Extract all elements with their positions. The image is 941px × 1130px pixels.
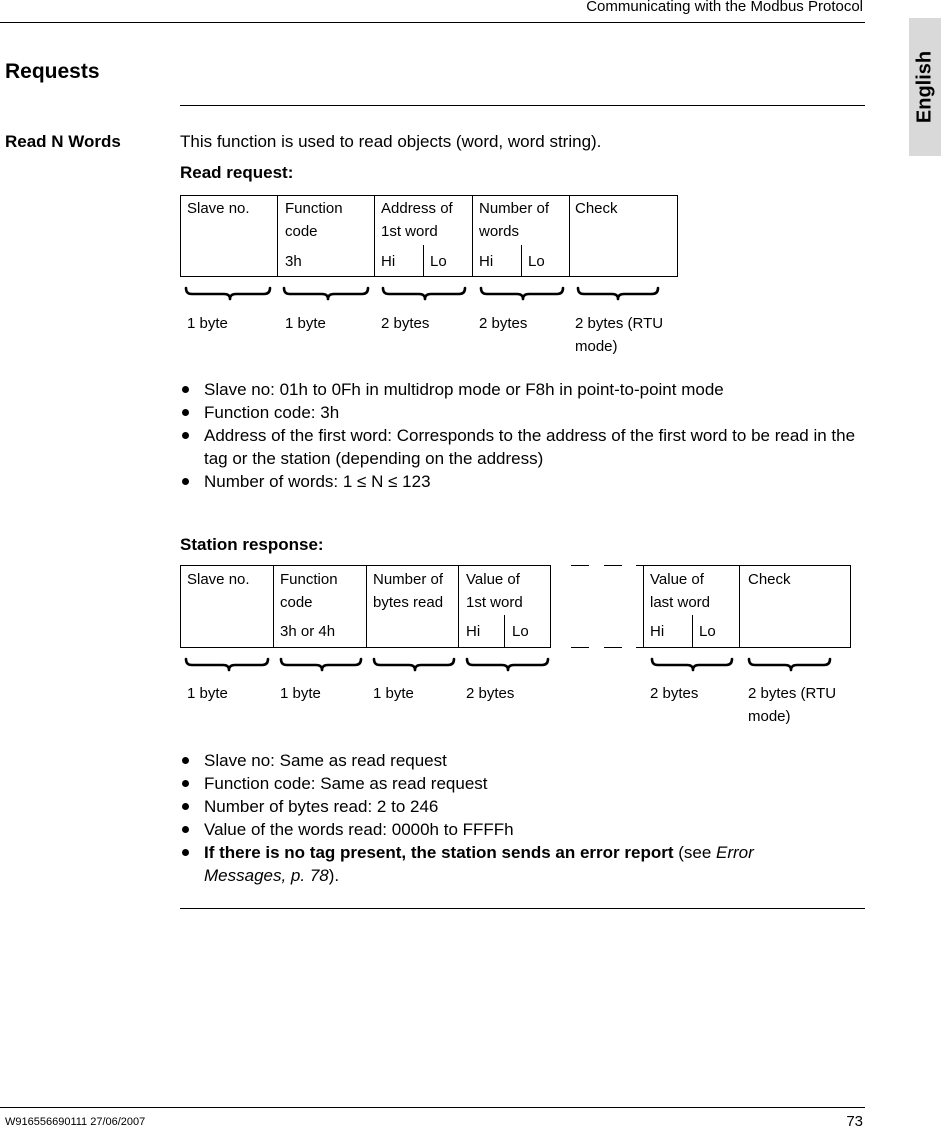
function-heading: Read N Words: [5, 132, 121, 151]
request-notes-list: [180, 378, 865, 493]
req-cell-function-line1: Function: [285, 200, 343, 217]
brace-2: [284, 288, 368, 299]
resp-byte-label-6-line2: mode): [748, 708, 791, 725]
list-item: [180, 795, 820, 818]
req-cell-slave: Slave no.: [187, 200, 250, 217]
request-divider: [374, 195, 375, 277]
response-gap-dash: [571, 565, 589, 566]
response-divider: [273, 565, 274, 648]
resp-byte-label-5: 2 bytes: [650, 685, 699, 702]
list-item-text: Address of the first word: Corresponds to the address of the first word to be read in the tag or the station (depending on the address): [204, 426, 856, 468]
list-item-text: Slave no: Same as read request: [204, 751, 447, 770]
resp-cell-first-value-line2: 1st word: [466, 594, 523, 611]
resp-cell-last-hi: Hi: [650, 623, 665, 640]
resp-cell-first-value-line1: Value of: [466, 571, 520, 588]
list-item: [180, 378, 865, 401]
resp-cell-last-value-line1: Value of: [650, 571, 704, 588]
list-item: [180, 818, 820, 841]
req-cell-function-value: 3h: [285, 253, 302, 270]
resp-byte-label-2: 1 byte: [280, 685, 321, 702]
brace-5: [652, 659, 732, 670]
resp-cell-function-value: 3h or 4h: [280, 623, 336, 640]
response-hilo-divider: [504, 615, 505, 648]
response-gap-dash: [604, 647, 622, 648]
resp-cell-function-line1: Function: [280, 571, 338, 588]
brace-6: [749, 659, 830, 670]
bullet-dot: [182, 780, 189, 787]
function-intro: This function is used to read objects (word, word string).: [180, 132, 602, 151]
resp-cell-last-lo: Lo: [699, 623, 716, 640]
language-tab-label: English: [913, 50, 936, 124]
resp-cell-bytes-line1: Number of: [373, 571, 444, 588]
list-item: [180, 470, 865, 493]
req-byte-label-3: 2 bytes: [381, 315, 430, 332]
bullet-dot: [182, 409, 189, 416]
request-divider: [472, 195, 473, 277]
request-divider: [569, 195, 570, 277]
req-cell-number-hi: Hi: [479, 253, 494, 270]
bullet-dot: [182, 432, 189, 439]
response-byte-braces: [180, 655, 855, 673]
list-item-text: Function code: 3h: [204, 403, 340, 422]
list-item: [180, 424, 865, 470]
req-cell-address-line1: Address of: [381, 200, 453, 217]
brace-3: [383, 288, 465, 299]
footer-doc-id: W916556690111 27/06/2007: [5, 1116, 146, 1128]
brace-2: [281, 659, 361, 670]
brace-1: [186, 659, 268, 670]
req-cell-number-line1: Number of: [479, 200, 550, 217]
footer-rule: [0, 1107, 865, 1108]
bullet-dot: [182, 386, 189, 393]
section-rule: [180, 105, 865, 106]
resp-byte-label-6-line1: 2 bytes (RTU: [748, 685, 837, 702]
list-item: [180, 772, 820, 795]
error-note-bold: If there is no tag present, the station sends an error report: [204, 843, 674, 862]
error-note-pre: (see: [673, 843, 717, 862]
bullet-dot: [182, 826, 189, 833]
req-byte-label-1: 1 byte: [187, 315, 228, 332]
req-cell-address-lo: Lo: [430, 253, 447, 270]
resp-cell-slave: Slave no.: [187, 571, 250, 588]
req-cell-function-line2: code: [285, 223, 318, 240]
bullet-dot: [182, 803, 189, 810]
response-heading: Station response:: [180, 535, 324, 554]
brace-4: [467, 659, 548, 670]
list-item: [180, 749, 820, 772]
brace-5: [578, 288, 658, 299]
list-item: [180, 401, 865, 424]
bullet-dot: [182, 757, 189, 764]
response-divider: [458, 565, 459, 648]
resp-cell-first-hi: Hi: [466, 623, 481, 640]
request-hilo-divider: [521, 245, 522, 277]
error-messages-link[interactable]: Error Messages, p. 78: [204, 843, 754, 885]
resp-byte-label-1: 1 byte: [187, 685, 228, 702]
running-header-title: Communicating with the Modbus Protocol: [586, 0, 863, 15]
response-notes-list: [180, 749, 820, 887]
req-cell-number-line2: words: [479, 223, 520, 240]
list-item-text: Slave no: 01h to 0Fh in multidrop mode or F8h in point-to-point mode: [204, 380, 724, 399]
req-cell-check: Check: [575, 200, 618, 217]
brace-4: [481, 288, 563, 299]
response-divider: [643, 565, 644, 648]
section-end-rule: [180, 908, 865, 909]
req-byte-label-5-line1: 2 bytes (RTU: [575, 315, 664, 332]
resp-byte-label-4: 2 bytes: [466, 685, 515, 702]
req-cell-address-line2: 1st word: [381, 223, 438, 240]
list-item-text: Number of bytes read: 2 to 246: [204, 797, 439, 816]
response-bottom-edge-right: [636, 647, 851, 648]
response-gap-dash: [571, 647, 589, 648]
response-left-edge: [180, 565, 181, 648]
brace-1: [186, 288, 270, 299]
resp-cell-bytes-line2: bytes read: [373, 594, 444, 611]
response-top-edge-right: [636, 565, 851, 566]
resp-cell-check: Check: [748, 571, 791, 588]
request-divider: [277, 195, 278, 277]
brace-3: [374, 659, 454, 670]
request-heading: Read request:: [180, 163, 294, 182]
list-item: [180, 841, 820, 887]
req-byte-label-4: 2 bytes: [479, 315, 528, 332]
resp-byte-label-3: 1 byte: [373, 685, 414, 702]
response-divider: [550, 565, 551, 648]
list-item-text: Value of the words read: 0000h to FFFFh: [204, 820, 514, 839]
req-byte-label-2: 1 byte: [285, 315, 326, 332]
error-note-post: ).: [328, 866, 340, 885]
response-gap-dash: [604, 565, 622, 566]
req-byte-label-5-line2: mode): [575, 338, 618, 355]
req-cell-number-lo: Lo: [528, 253, 545, 270]
bullet-dot: [182, 849, 189, 856]
language-tab: [909, 18, 941, 156]
page-number: 73: [846, 1113, 863, 1130]
request-byte-braces: [180, 284, 680, 302]
list-item-text: Number of words: 1 ≤ N ≤ 123: [204, 472, 431, 491]
response-hilo-divider: [692, 615, 693, 648]
resp-cell-first-lo: Lo: [512, 623, 529, 640]
resp-cell-last-value-line2: last word: [650, 594, 711, 611]
list-item-text: Function code: Same as read request: [204, 774, 488, 793]
bullet-dot: [182, 478, 189, 485]
req-cell-address-hi: Hi: [381, 253, 396, 270]
request-hilo-divider: [423, 245, 424, 277]
resp-cell-function-line2: code: [280, 594, 313, 611]
response-right-edge: [850, 565, 851, 648]
section-title: Requests: [5, 60, 100, 83]
response-divider: [366, 565, 367, 648]
response-divider: [739, 565, 740, 648]
header-rule: [0, 22, 865, 23]
